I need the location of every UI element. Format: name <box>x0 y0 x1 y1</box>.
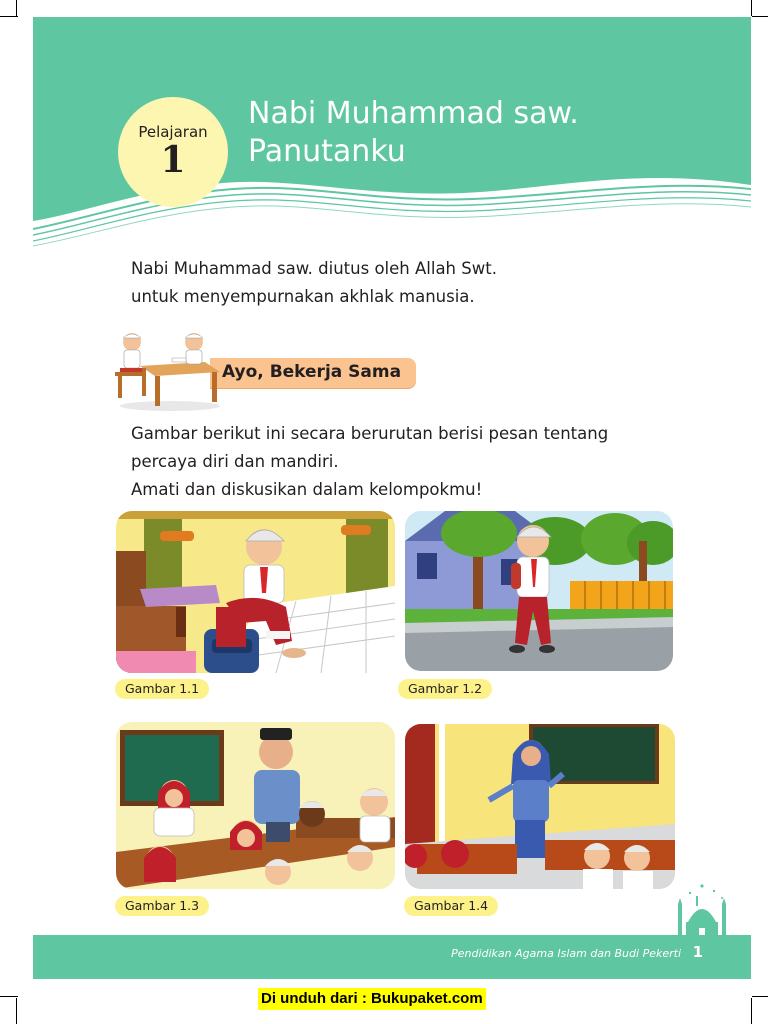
intro-line: untuk menyempurnakan akhlak manusia. <box>131 287 475 306</box>
figure-1-2-image <box>405 511 673 671</box>
lesson-label: Pelajaran <box>138 123 208 141</box>
crop-mark <box>752 996 768 997</box>
intro-paragraph <box>131 255 691 311</box>
download-note: Di unduh dari : Bukupaket.com <box>258 988 486 1010</box>
chapter-title-line: Nabi Muhammad saw. <box>248 96 579 131</box>
crop-mark <box>752 16 768 17</box>
crop-mark <box>751 0 752 16</box>
mosque-icon <box>672 882 732 937</box>
lesson-badge <box>118 97 228 207</box>
crop-mark <box>0 16 18 17</box>
figure-1-3-image <box>116 722 395 889</box>
students-at-desk-illustration <box>110 328 230 413</box>
crop-mark <box>751 998 752 1024</box>
instructions-paragraph <box>131 420 711 504</box>
page-number: 1 <box>692 943 703 961</box>
instruction-line: Amati dan diskusikan dalam kelompokmu! <box>131 480 483 499</box>
figure-caption: Gambar 1.2 <box>398 679 492 699</box>
lesson-number: 1 <box>160 139 186 181</box>
intro-line: Nabi Muhammad saw. diutus oleh Allah Swt. <box>131 259 497 278</box>
page-footer <box>33 935 751 979</box>
instruction-line: percaya diri dan mandiri. <box>131 452 339 471</box>
crop-mark <box>0 996 18 997</box>
crop-mark <box>16 0 17 16</box>
figure-caption: Gambar 1.3 <box>115 896 209 916</box>
activity-label: Ayo, Bekerja Sama <box>222 362 402 382</box>
figure-1-4-image <box>405 724 675 889</box>
footer-book-title: Pendidikan Agama Islam dan Budi Pekerti <box>451 947 681 960</box>
chapter-title-line: Panutanku <box>248 134 406 169</box>
chapter-title <box>248 95 728 171</box>
instruction-line: Gambar berikut ini secara berurutan berisi pesan tentang <box>131 424 609 443</box>
figure-1-1-image <box>116 511 395 673</box>
crop-mark <box>16 998 17 1024</box>
figure-caption: Gambar 1.4 <box>404 896 498 916</box>
figure-caption: Gambar 1.1 <box>115 679 209 699</box>
